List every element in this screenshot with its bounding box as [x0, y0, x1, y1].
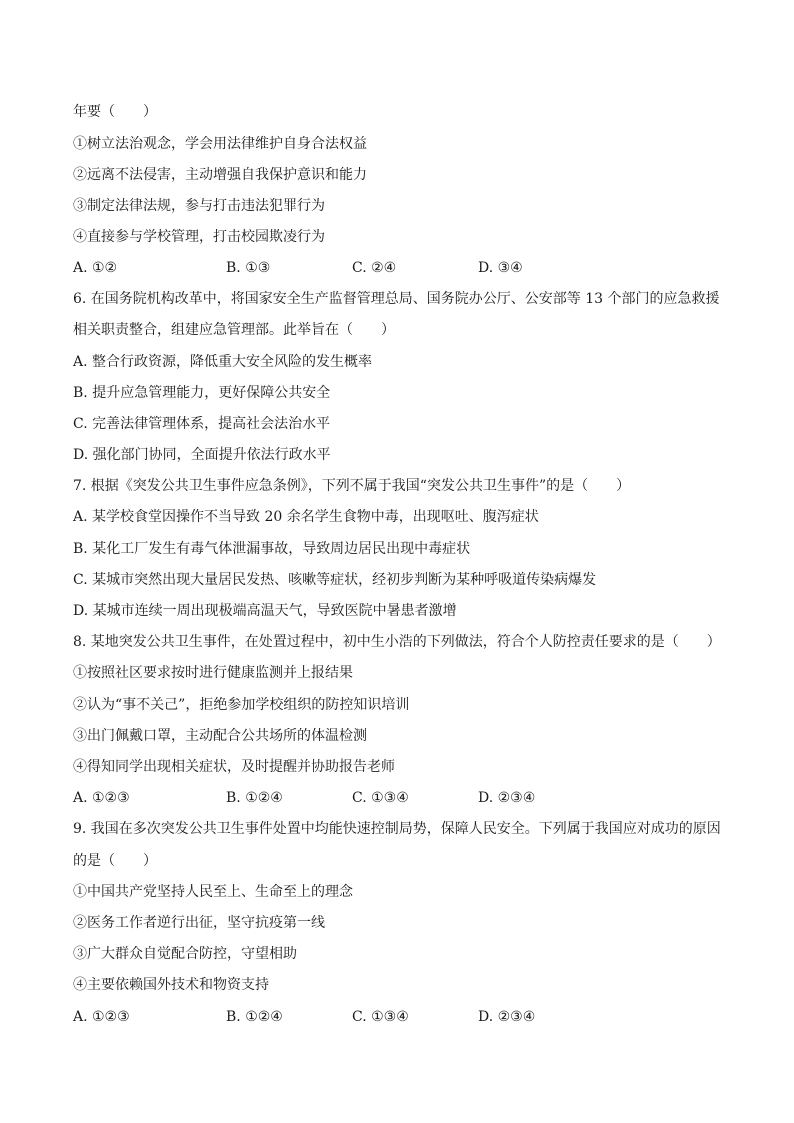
q9-item-1: ①中国共产党坚持人民至上、生命至上的理念 — [73, 884, 353, 900]
q9-stem-line2: 的是（ ） — [73, 853, 157, 869]
q5-choice-d: D. ③④ — [478, 260, 523, 276]
q6-stem-line1: 6. 在国务院机构改革中，将国家安全生产监督管理总局、国务院办公厅、公安部等 13 个部门的应急救援 — [73, 291, 720, 307]
q7-choice-b: B. 某化工厂发生有毒气体泄漏事故，导致周边居民出现中毒症状 — [73, 541, 471, 557]
q7-choice-c: C. 某城市突然出现大量居民发热、咳嗽等症状，经初步判断为某种呼吸道传染病爆发 — [73, 572, 597, 588]
q9-choice-b: B. ①②④ — [226, 1009, 283, 1025]
q9-stem-line1: 9. 我国在多次突发公共卫生事件处置中均能快速控制局势，保障人民安全。下列属于我国应对成功的原因 — [73, 821, 721, 837]
q8-item-3: ③出门佩戴口罩，主动配合公共场所的体温检测 — [73, 728, 367, 744]
q9-choice-a: A. ①②③ — [73, 1009, 130, 1025]
q5-choice-a: A. ①② — [73, 260, 118, 276]
q9-item-3: ③广大群众自觉配合防控，守望相助 — [73, 946, 297, 962]
q8-choice-a: A. ①②③ — [73, 790, 130, 806]
q7-stem: 7. 根据《突发公共卫生事件应急条例》，下列不属于我国“突发公共卫生事件”的是（ ） — [73, 478, 631, 494]
q7-choice-a: A. 某学校食堂因操作不当导致 20 余名学生食物中毒，出现呕吐、腹泻症状 — [73, 509, 539, 525]
q8-choice-d: D. ②③④ — [478, 790, 536, 806]
q9-item-2: ②医务工作者逆行出征，坚守抗疫第一线 — [73, 915, 325, 931]
q5-choice-c: C. ②④ — [352, 260, 397, 276]
q6-choice-d: D. 强化部门协同，全面提升依法行政水平 — [73, 447, 331, 463]
q5-choice-b: B. ①③ — [226, 260, 271, 276]
q6-choice-b: B. 提升应急管理能力，更好保障公共安全 — [73, 385, 331, 401]
q8-stem: 8. 某地突发公共卫生事件，在处置过程中，初中生小浩的下列做法，符合个人防控责任要求的是（ ） — [73, 634, 721, 650]
q9-item-4: ④主要依赖国外技术和物资支持 — [73, 977, 269, 993]
q5-item-2: ②远离不法侵害，主动增强自我保护意识和能力 — [73, 167, 367, 183]
q6-stem-line2: 相关职责整合，组建应急管理部。此举旨在（ ） — [73, 322, 395, 338]
q5-item-1: ①树立法治观念，学会用法律维护自身合法权益 — [73, 136, 367, 152]
q5-item-4: ④直接参与学校管理，打击校园欺凌行为 — [73, 229, 325, 245]
q6-choice-c: C. 完善法律管理体系，提高社会法治水平 — [73, 416, 331, 432]
q8-item-2: ②认为“事不关己”，拒绝参加学校组织的防控知识培训 — [73, 697, 410, 713]
q5-stem-tail: 年要（ ） — [73, 104, 157, 120]
q6-choice-a: A. 整合行政资源，降低重大安全风险的发生概率 — [73, 354, 373, 370]
q5-item-3: ③制定法律法规，参与打击违法犯罪行为 — [73, 198, 325, 214]
q9-choice-d: D. ②③④ — [478, 1009, 536, 1025]
q9-choice-c: C. ①③④ — [352, 1009, 409, 1025]
q8-item-1: ①按照社区要求按时进行健康监测并上报结果 — [73, 665, 353, 681]
q7-choice-d: D. 某城市连续一周出现极端高温天气，导致医院中暑患者激增 — [73, 603, 457, 619]
q8-choice-b: B. ①②④ — [226, 790, 283, 806]
q8-choice-c: C. ①③④ — [352, 790, 409, 806]
q8-item-4: ④得知同学出现相关症状，及时提醒并协助报告老师 — [73, 759, 395, 775]
